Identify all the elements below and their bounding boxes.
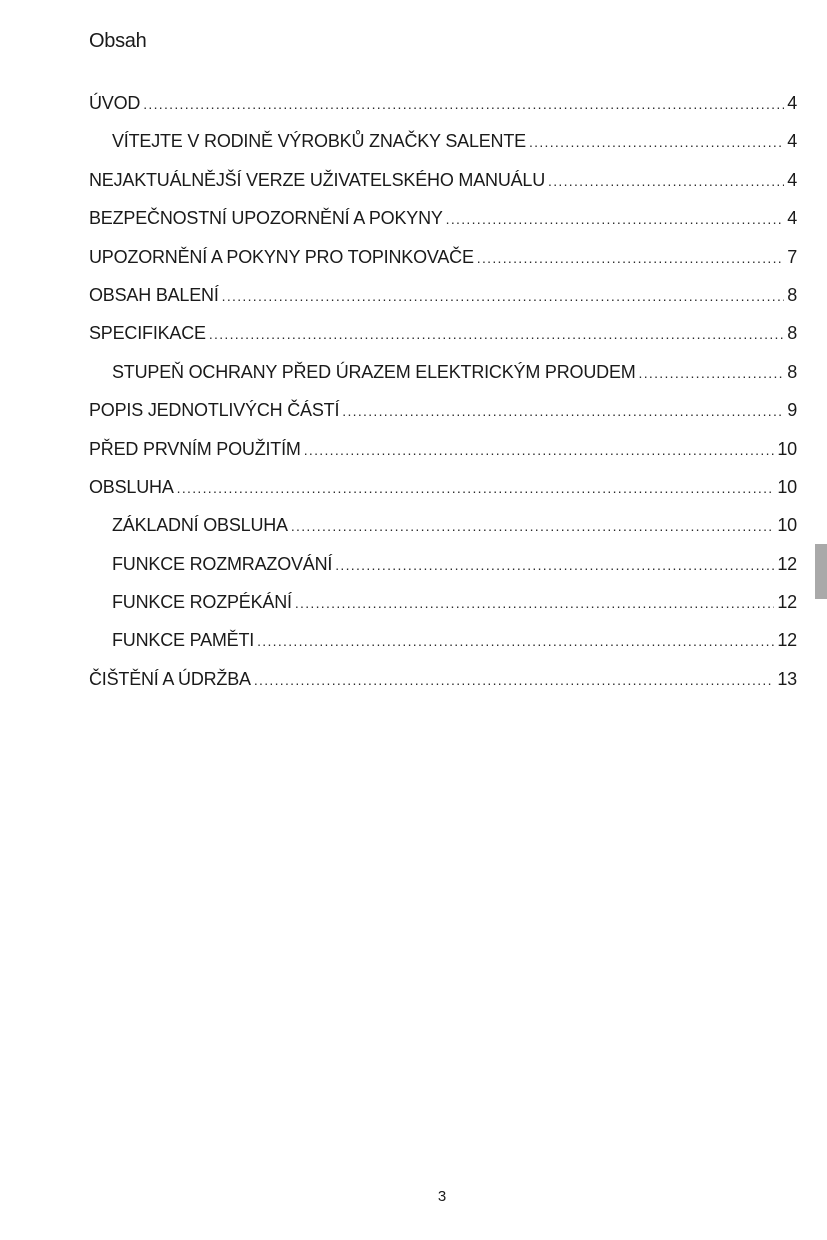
toc-dot-leader: [291, 507, 775, 545]
side-tab-marker: [815, 544, 827, 599]
page-title: Obsah: [89, 30, 147, 52]
toc-entry-title: PŘED PRVNÍM POUŽITÍM: [89, 438, 301, 459]
toc-entry-page: 4: [787, 208, 797, 229]
toc-entry-page: 4: [787, 131, 797, 152]
toc-entry-page: 4: [787, 93, 797, 113]
toc-entry[interactable]: [89, 391, 797, 429]
toc-entry-page: 10: [777, 515, 797, 536]
toc-entry-page: 12: [777, 553, 797, 574]
toc-entry[interactable]: [89, 314, 797, 352]
toc-entry[interactable]: [89, 583, 797, 621]
toc-entry[interactable]: [89, 84, 797, 122]
toc-entry[interactable]: [89, 353, 797, 391]
toc-dot-leader: [548, 162, 784, 200]
toc-entry-page: 13: [777, 668, 797, 689]
toc-dot-leader: [529, 123, 784, 161]
toc-entry-title: NEJAKTUÁLNĚJŠÍ VERZE UŽIVATELSKÉHO MANUÁLU: [89, 169, 546, 190]
toc-entry-title: POPIS JEDNOTLIVÝCH ČÁSTÍ: [89, 400, 340, 421]
toc-entry[interactable]: [89, 276, 797, 314]
toc-entry-title: ÚVOD: [89, 93, 141, 113]
toc-entry[interactable]: [89, 660, 797, 698]
page-number: 3: [437, 1188, 447, 1205]
toc-entry-page: 10: [777, 476, 797, 497]
table-of-contents: [89, 84, 797, 698]
toc-dot-leader: [477, 239, 784, 277]
toc-dot-leader: [304, 431, 775, 469]
toc-dot-leader: [222, 277, 785, 315]
toc-entry-page: 7: [787, 246, 797, 267]
toc-entry-title: UPOZORNĚNÍ A POKYNY PRO TOPINKOVAČE: [89, 246, 474, 267]
toc-entry-title: FUNKCE PAMĚTI: [112, 630, 255, 651]
toc-entry-page: 8: [787, 284, 797, 305]
toc-entry-page: 8: [787, 361, 797, 382]
toc-entry-page: 9: [787, 400, 797, 421]
toc-entry-page: 8: [787, 323, 797, 344]
toc-entry-title: ZÁKLADNÍ OBSLUHA: [112, 515, 288, 536]
toc-entry-title: BEZPEČNOSTNÍ UPOZORNĚNÍ A POKYNY: [89, 208, 443, 229]
toc-entry-title: STUPEŇ OCHRANY PŘED ÚRAZEM ELEKTRICKÝM PROUDEM: [112, 361, 636, 382]
toc-entry[interactable]: [89, 199, 797, 237]
toc-entry[interactable]: [89, 621, 797, 659]
toc-dot-leader: [177, 469, 775, 507]
toc-entry[interactable]: [89, 238, 797, 276]
toc-entry-page: 12: [777, 592, 797, 613]
toc-dot-leader: [335, 546, 774, 584]
toc-entry-title: FUNKCE ROZPÉKÁNÍ: [112, 592, 292, 613]
toc-entry-title: FUNKCE ROZMRAZOVÁNÍ: [112, 553, 333, 574]
toc-entry[interactable]: [89, 161, 797, 199]
toc-entry-title: OBSLUHA: [89, 476, 174, 497]
toc-dot-leader: [639, 354, 785, 392]
toc-entry-title: ČIŠTĚNÍ A ÚDRŽBA: [89, 668, 251, 689]
toc-entry[interactable]: [89, 506, 797, 544]
toc-entry-title: OBSAH BALENÍ: [89, 284, 219, 305]
toc-entry-title: SPECIFIKACE: [89, 323, 206, 344]
toc-dot-leader: [254, 661, 775, 699]
toc-entry-page: 10: [777, 438, 797, 459]
toc-dot-leader: [446, 200, 785, 238]
toc-dot-leader: [257, 622, 774, 660]
toc-dot-leader: [209, 315, 784, 353]
toc-dot-leader: [143, 85, 784, 123]
toc-dot-leader: [342, 392, 784, 430]
toc-entry-page: 12: [777, 630, 797, 651]
toc-entry-title: VÍTEJTE V RODINĚ VÝROBKŮ ZNAČKY SALENTE: [112, 131, 526, 152]
toc-entry-page: 4: [787, 169, 797, 190]
toc-entry[interactable]: [89, 122, 797, 160]
toc-entry[interactable]: [89, 545, 797, 583]
toc-entry[interactable]: [89, 430, 797, 468]
toc-entry[interactable]: [89, 468, 797, 506]
toc-dot-leader: [295, 584, 775, 622]
